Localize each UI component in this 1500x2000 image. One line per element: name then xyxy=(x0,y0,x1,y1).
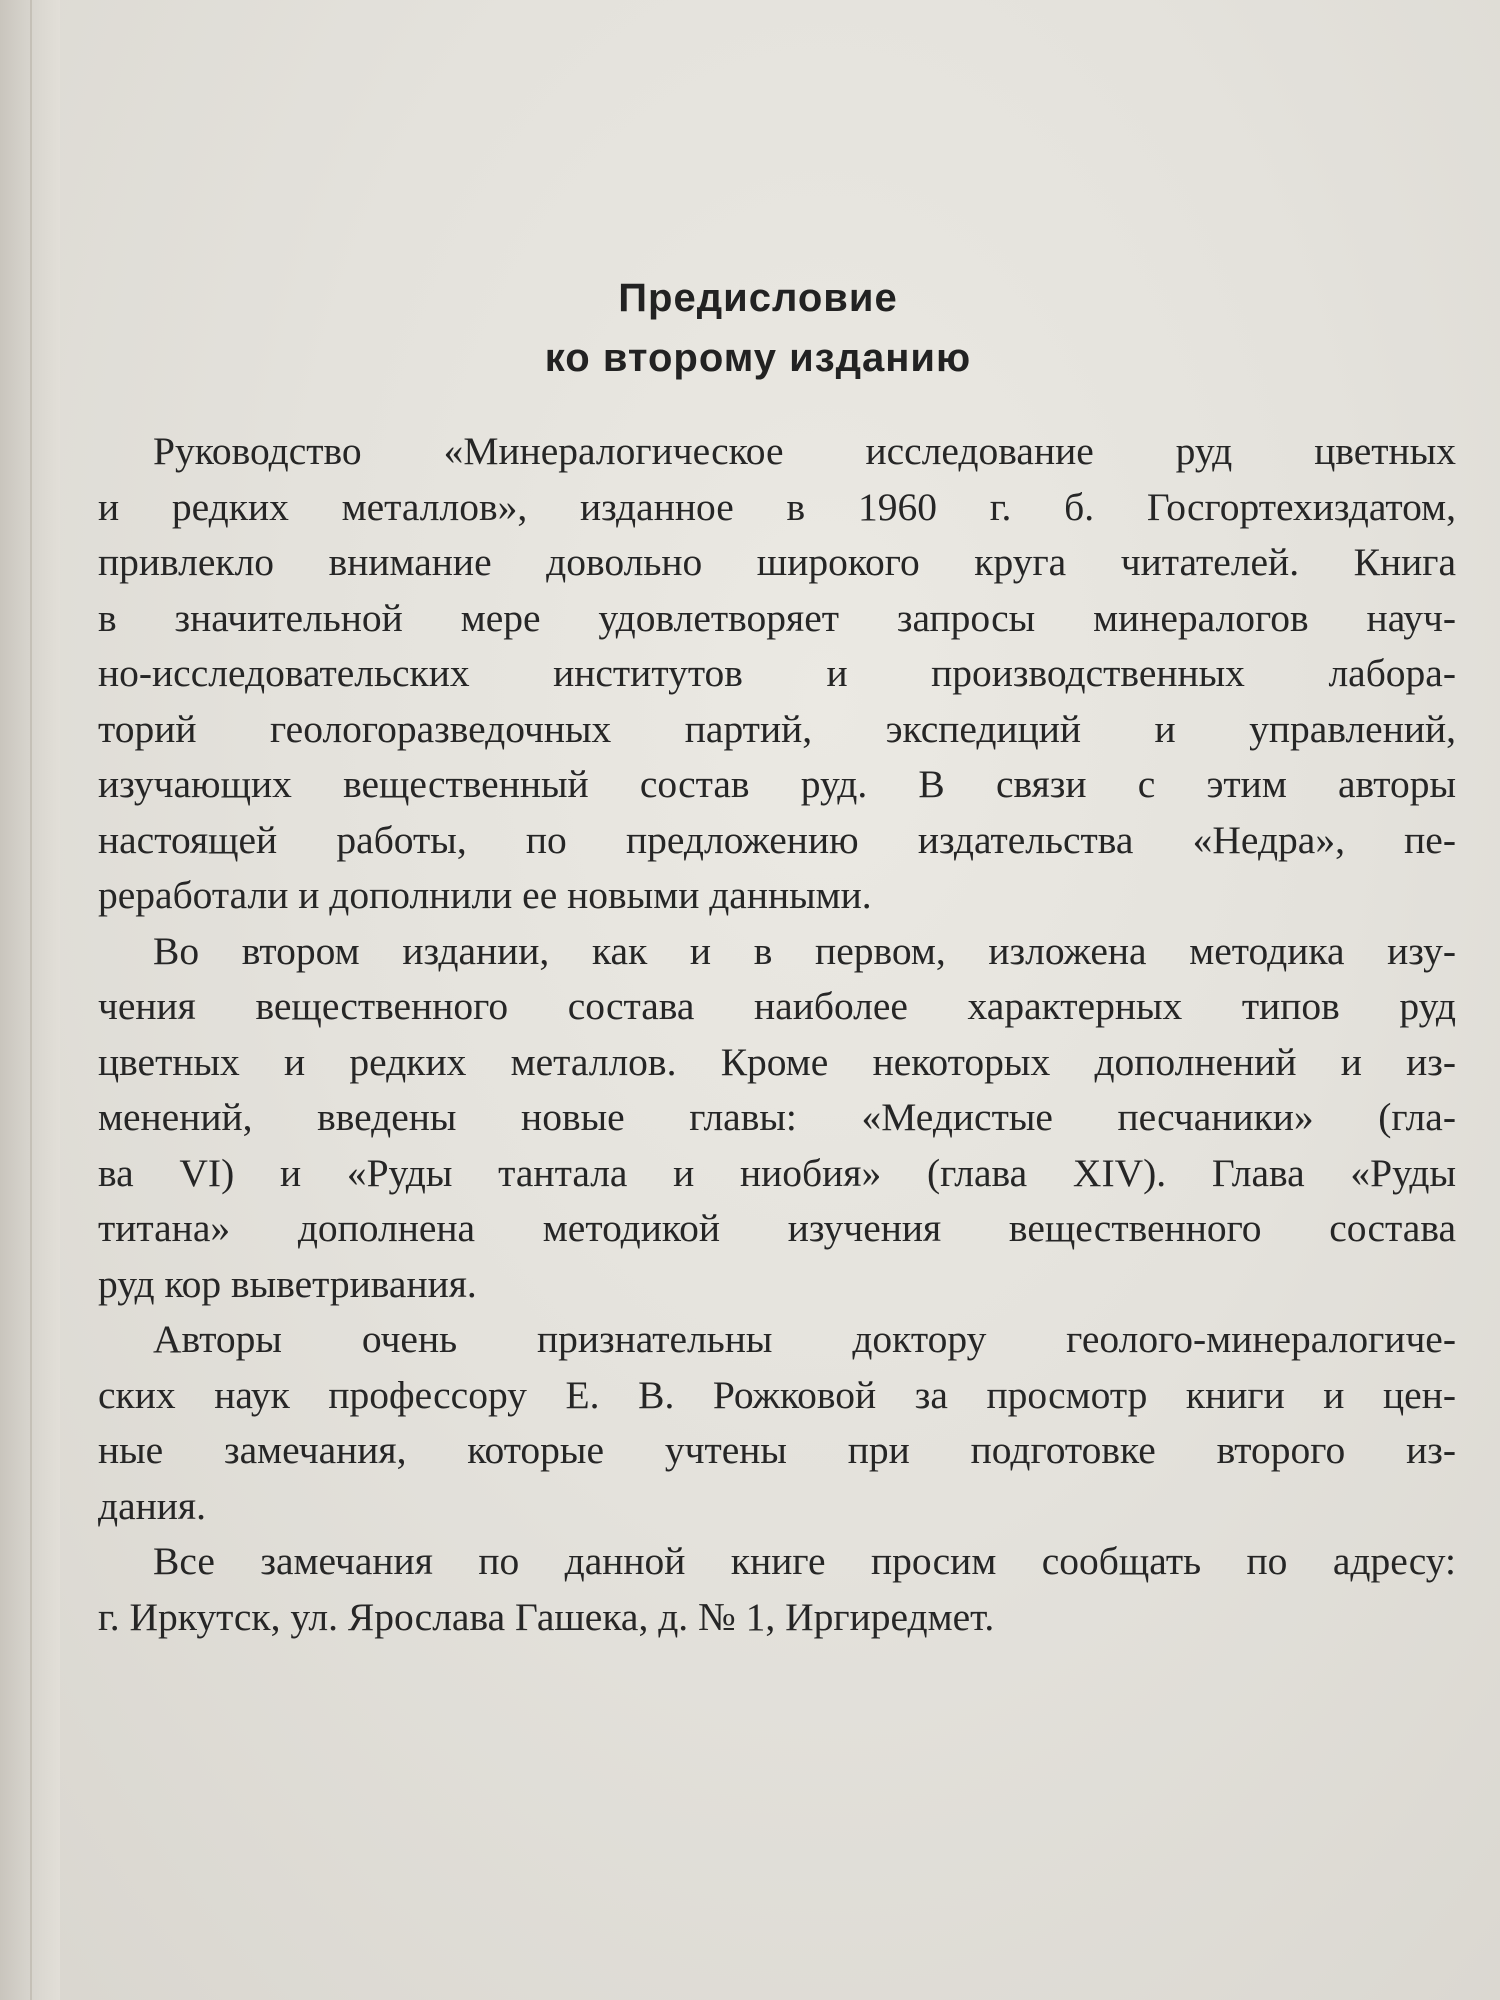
text-line: ских наук профессору Е. В. Рожковой за просмотр книги и цен- xyxy=(98,1372,1456,1417)
text-line: цветных и редких металлов. Кроме некоторых дополнений и из- xyxy=(98,1039,1456,1084)
text-line: дания. xyxy=(98,1483,206,1528)
preface-body xyxy=(98,424,1456,1645)
text-line: Во втором издании, как и в первом, изложена методика изу- xyxy=(153,928,1456,973)
text-line: ва VI) и «Руды тантала и ниобия» (глава XIV). Глава «Руды xyxy=(98,1150,1456,1195)
text-line: ные замечания, которые учтены при подготовке второго из- xyxy=(98,1428,1456,1472)
text-line: настоящей работы, по предложению издательства «Недра», пе- xyxy=(98,817,1456,862)
text-line: чения вещественного состава наиболее характерных типов руд xyxy=(98,984,1456,1028)
text-line: но-исследовательских институтов и производственных лабора- xyxy=(98,651,1456,695)
text-line: г. Иркутск, ул. Ярослава Гашека, д. № 1, Иргиредмет. xyxy=(98,1594,995,1639)
paragraph-4 xyxy=(98,1534,1456,1645)
text-line: Руководство «Минералогическое исследование руд цветных xyxy=(153,429,1456,473)
text-line: в значительной мере удовлетворяет запросы минералогов науч- xyxy=(98,595,1456,640)
text-line: реработали и дополнили ее новыми данными. xyxy=(98,873,872,917)
text-line: привлекло внимание довольно широкого круга читателей. Книга xyxy=(98,540,1456,584)
heading-title: Предисловие xyxy=(618,276,898,320)
text-line: Авторы очень признательны доктору геолого-минералогиче- xyxy=(153,1317,1456,1361)
heading-subtitle: ко второму изданию xyxy=(544,336,972,380)
text-line: Все замечания по данной книге просим сообщать по адресу: xyxy=(153,1539,1456,1583)
text-line: торий геологоразведочных партий, экспедиций и управлений, xyxy=(98,706,1456,751)
paragraph-3 xyxy=(98,1312,1456,1534)
text-line: и редких металлов», изданное в 1960 г. б. Госгортехиздатом, xyxy=(98,484,1456,529)
paragraph-2 xyxy=(98,924,1456,1313)
paragraph-1 xyxy=(98,424,1456,924)
text-line: руд кор выветривания. xyxy=(98,1261,477,1306)
text-line: изучающих вещественный состав руд. В связи с этим авторы xyxy=(98,762,1456,806)
text-line: менений, введены новые главы: «Медистые песчаники» (гла- xyxy=(98,1095,1456,1139)
text-line: титана» дополнена методикой изучения вещественного состава xyxy=(98,1206,1456,1250)
